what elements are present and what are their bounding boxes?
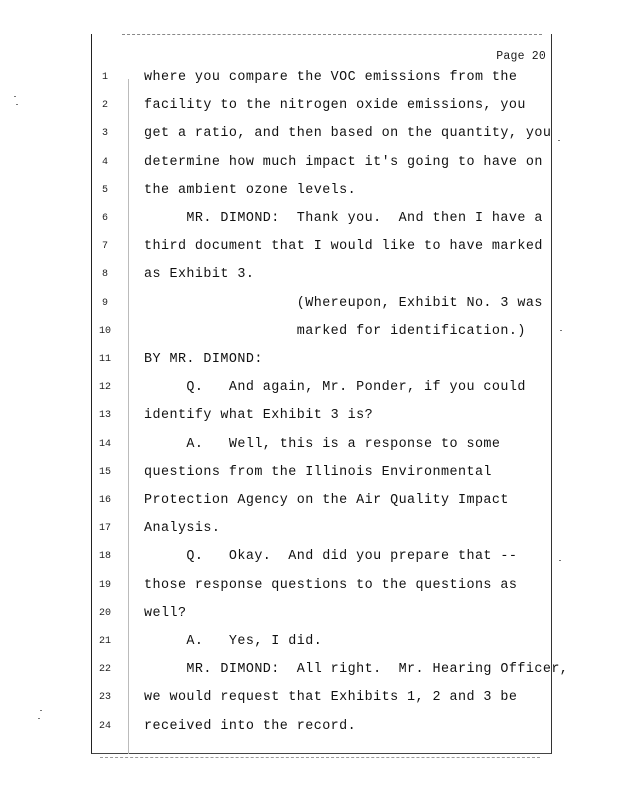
transcript-line: questions from the Illinois Environmental [144,464,492,480]
line-number: 24 [98,720,111,732]
line-number: 9 [101,297,108,309]
transcript-line: those response questions to the questions as [144,577,518,593]
scan-speck [40,710,42,711]
left-margin-rule [128,79,129,754]
line-number: 6 [101,213,108,224]
transcript-line: A. Yes, I did. [144,634,323,649]
transcript-line: where you compare the VOC emissions from the [144,70,518,85]
line-number: 13 [98,410,111,422]
transcript-line: MR. DIMOND: All right. Mr. Hearing Officer, [144,662,569,678]
line-number: 5 [101,184,108,196]
line-number: 17 [98,523,111,535]
transcript-page [91,34,569,754]
line-number: 8 [101,269,108,281]
line-number: 2 [101,100,108,112]
line-number: 10 [98,325,111,337]
line-number: 4 [101,156,108,168]
page-number: Page 20 [496,50,546,63]
line-number: 16 [98,495,111,506]
transcript-line: determine how much impact it's going to have on [144,154,543,170]
transcript-line: Analysis. [144,521,221,537]
transcript-line: get a ratio, and then based on the quantity, you [144,126,552,142]
transcript-line: facility to the nitrogen oxide emissions, you [144,98,526,114]
transcript-line: (Whereupon, Exhibit No. 3 was [144,295,543,311]
line-number: 7 [101,241,108,253]
line-number: 18 [98,551,111,563]
transcript-line: third document that I would like to have marked [144,239,543,255]
transcript-line: the ambient ozone levels. [144,182,357,198]
line-number: 12 [98,382,111,394]
transcript-line: marked for identification.) [144,323,526,339]
bottom-rule [100,757,540,758]
line-number: 14 [98,438,111,450]
line-number: 11 [98,354,111,365]
transcript-line: BY MR. DIMOND: [144,352,263,367]
line-number: 1 [101,72,108,83]
scan-speck [16,104,18,105]
scan-speck [14,96,16,97]
scan-speck [38,718,40,719]
scan-speck [559,560,561,561]
transcript-line: MR. DIMOND: Thank you. And then I have a [144,211,543,226]
line-number: 21 [98,636,111,647]
transcript-line: as Exhibit 3. [144,267,255,283]
line-number: 3 [101,128,108,140]
scan-speck [560,330,562,331]
transcript-line: we would request that Exhibits 1, 2 and 3 be [144,690,518,706]
transcript-line: Q. Okay. And did you prepare that -- [144,549,518,565]
line-number: 23 [98,692,111,704]
transcript-line: received into the record. [144,718,357,734]
top-rule [122,34,542,35]
transcript-line: Q. And again, Mr. Ponder, if you could [144,380,526,396]
transcript-line: A. Well, this is a response to some [144,436,501,452]
transcript-line: Protection Agency on the Air Quality Impact [144,493,509,508]
transcript-line: well? [144,605,187,621]
scan-speck [558,140,560,141]
line-number: 15 [98,466,111,478]
transcript-line: identify what Exhibit 3 is? [144,408,374,424]
line-number: 19 [98,579,111,591]
line-number: 20 [98,607,111,619]
line-number: 22 [98,664,111,676]
